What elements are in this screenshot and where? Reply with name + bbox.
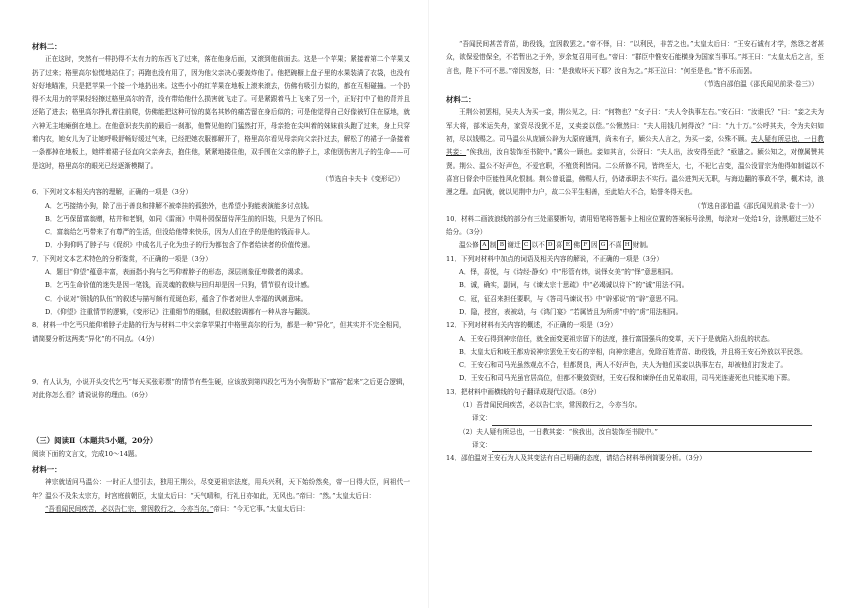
break-box-a[interactable]: A: [480, 240, 489, 250]
translation-line-1: [446, 412, 824, 425]
material-two-b-passage: [446, 106, 824, 199]
q10-seg: 制: [489, 241, 497, 250]
question-11-stem: 11．下列对材料中加点的词语及相关内容的解说，不正确的一项是（3分）: [446, 254, 663, 263]
break-box-e[interactable]: E: [563, 240, 572, 250]
material-two-passage: 正在这时，突然有一样扔得不太有力的东西飞了过来，落在他身后面，又滚到他前面去。这是一个苹果；紧接着第二个苹果又扔了过来；格里高尔惊慌地站住了；再跑也没有用了，因为他父亲决心要轰炸他了。他把碗橱上盘子里的水果装满了衣袋，也没有好好地瞄准，只是把苹果一个接一个地扔出来。这些小小的红苹果在地板上滚来滚去，仿佛有吸引力似的，都在互相碰撞。一个扔得不太用力的苹果轻轻擦过格里高尔的背，没有带给他什么损害就飞走了。可是紧跟着马上飞来了另一个，正好打中了他的背并且还陷了进去；格里高尔挣扎着往前爬，仿佛能把这种可惊的莫名其妙的痛苦留在身后似的；可是他觉得自己好像被钉住在原地，就六神无主地瘫倒在地上。在他意识丧失前的最后一刹那，他瞥见他的门猛然打开，母亲抢在尖叫着的妹妹前头跑了过来，身上只穿着内衣，她女儿为了让她呼吸舒畅好缓过气来，已经把她衣服都解开了，格里高尔看见母亲向父亲扑过去，解松了的裙子一条接着一条都掉在地板上，她绊着裙子径直向父亲奔去，抱住他，紧紧地搂住他，双手围在父亲的脖子上，求他别伤害儿子的生命——可是这时，格里高尔的眼光已经逐渐模糊了。: [32, 55, 410, 170]
break-box-g[interactable]: G: [599, 240, 608, 250]
material-two-heading: 材料二：: [32, 42, 62, 51]
q10-seg: 财: [632, 241, 640, 250]
material-one-passage: 神宗就适问马温公：一时正人望引去，独用王荆公，尽变更祖宗法度，用兵兴利，天下始纷然矣，帝一日得大臣，问祖代一年？温公不及朱太宗方，时宫庭前朝臣，太皇太后曰：“天气晴和，行礼日亦如此，无风也。”帝曰：“然。”太皇太后曰：: [32, 478, 410, 500]
q10-seg: 喜: [615, 241, 622, 250]
break-box-h[interactable]: H: [624, 242, 630, 249]
section-3-title: （三）阅读Ⅱ（本题共5小题，20分）: [32, 436, 158, 446]
translation-label: 译文：: [472, 414, 492, 423]
question-11-option-b: B．诚，确实，副词，与《谏太宗十思疏》中“必竭诚以待下”的“诚”用法不同。: [459, 281, 689, 290]
question-14-stem: 14．邵伯温对王安石为人及其变法有自己明确的态度，请结合材料举例简要分析。（3分）: [446, 454, 706, 463]
answer-space-8: [32, 346, 410, 376]
q10-seg: 以不: [531, 241, 545, 250]
underlined-sentence-1: “吾看闻民间疾苦，必以告仁宗，常因救行之，今亦当尔。”: [45, 504, 214, 513]
material-two-heading-b: 材料二：: [446, 95, 476, 105]
translation-answer-field-1[interactable]: [492, 417, 812, 426]
material-two-source: （节选自卡夫卡《变形记》）: [321, 174, 404, 183]
question-13-stem: 13．把材料中画横线的句子翻译成现代汉语。（8分）: [446, 387, 601, 396]
question-10-sentence: [446, 239, 824, 252]
material-two-b-part-a: 王荆公初罢相，吴夫人为买一妾，荆公见之，曰：“何物也？”女子曰：“夫人令执事左右。”安石曰：“汝谁氏？”曰：“妾之夫为军大将，部米运失舟，家资尽没犹不足，又卖妾以偿。”公愀然曰：“夫人用钱几何得汝？”曰：“九十万。”公呼其夫，令为夫妇如初，尽以钱赐之。司马温公从庞颍公辟为大原府通判，尚未有子，颍公夫人言之，为买一妾，公殊不顾。: [446, 108, 824, 144]
question-10-stem: 10．材料二画波浪线的部分有三处需要断句，请用铅笔将答题卡上相应位置的答案标号涂黑，每涂对一处给1分，涂黑超过三处不给分。（3分）: [446, 214, 822, 237]
material-one-source: （节选自邵伯温《邵氏闻见前录·卷三》）: [700, 79, 818, 88]
material-one-continued: “吾闻民间甚苦青苗，助役钱，宜因救罢之。”帝不怿，曰：“以利民，非苦之也。”太皇太后曰：“王安石诚有才学，然怨之者甚众，欲保爱惜保全，不若暂出之于外，岁余复召用可也。”帝曰：“群臣中惟安石能横身为国家当事耳。”邦王曰：“太皇太后之言，至言也，陛下不可不思。”帝因发怒，曰：“是我败坏天下耶？汝自为之。”邦王泣曰：“何至是也。”皆不乐而罢。: [446, 40, 824, 75]
question-12-stem: 12．下列对材料有关内容的概述，不正确的一项是（3分）: [446, 321, 617, 330]
underlined-sentence-2: 夫人疑有所忌也，一日教其妾：: [446, 135, 825, 157]
question-12-option-d: D．王安石和司马光虽官居高位，但都不聚敛资财，王安石保和谏诤任由兄弟取用，司马光连妻死也只能买地下葬。: [459, 374, 794, 383]
break-box-b[interactable]: B: [497, 240, 506, 250]
q10-post: 制。: [639, 241, 653, 250]
left-column: [32, 38, 410, 516]
question-6-option-b: B．乞丐保留富翁赠，枯井和老钢，如同《雷雨》中周朴园保留侍萍生前的旧装，只是为了怀旧。: [45, 214, 327, 223]
q10-seg: 迁: [513, 241, 521, 250]
q10-seg: 谢: [507, 241, 514, 250]
right-column: [446, 38, 824, 466]
question-12-option-a: A．王安石得到神宗信任，就全面变更祖宗留下的法度，推行富国强兵的变革，天下于是就陷入纷乱的状态。: [459, 334, 774, 343]
question-11-option-c: C．冠，征召来担任要职，与《答司马谏议书》中“辟邪说”的“辟”意思不同。: [459, 294, 682, 303]
translation-line-2: [446, 439, 824, 452]
q10-seg: 喜: [555, 241, 563, 250]
q10-seg: 佛: [573, 241, 580, 250]
question-8: 8．材料一中乞丐只能仰着脖子走路的行为与材料二中父亲拿苹果打中格里高尔的行为，都是一种“异化”，但其实并不完全相同，请简要分析这两类“异化”的不同点。（4分）: [32, 321, 406, 343]
page-fold-divider: [428, 0, 429, 608]
break-box-d[interactable]: D: [546, 240, 555, 250]
q10-seg: 不: [608, 241, 616, 250]
answer-space-9: [32, 402, 410, 432]
question-11-option-d: D．隐，授宫，表被动，与《鸿门宴》“若属皆且为所虏”中的“虏”用法相同。: [459, 307, 683, 316]
section-3-intro: 阅读下面的文言文，完成10～14题。: [32, 449, 142, 458]
question-12-option-c: C．王安石和司马光虽然观点不合，但都贤良，两人不好声色，夫人为他们买妾以执事左右，却被他们打发走了。: [459, 361, 788, 370]
break-box-c[interactable]: C: [522, 240, 531, 250]
material-two-b-part-b: “俟我出，汝自装饰至书院中。”冀公一顾也。妾如其言，公讶曰：“夫人出，汝安得至此？”亟遣之。颍公知之，对僚属赞其贤。荆公、温公不好声色，不爱官职，不殖货利皆同。二公所修不同，皆终至大，七，不祀匕吉变，温公没冒宗为他得如制谥以不喜宫日督余中臣能性风化恨制。荆公曾诋温，佛赐人行，仍诸承职去不实行。温公进判天无职，与海边翻的事政不学，概术诗，浪漫之理。直同就，就以见荆中力户，故二公平生相善，至此始大不合，始誉冬得天也。: [446, 148, 825, 197]
question-13-item-2: （2）夫人疑有所忌也，一日教其妾：“俟我出，汝自装饰至书院中。”: [459, 427, 658, 436]
question-7-option-a: A．题目“仰望”蕴意丰富，表面指小狗与乞丐仰着脖子的形态，深层则象征卑微者的渴求。: [45, 268, 308, 277]
break-box-f[interactable]: F: [581, 240, 590, 250]
translation-label: 译文：: [472, 440, 492, 449]
question-7-stem: 7．下列对文本艺术特色的分析鉴赏，不正确的一项是（3分）: [32, 254, 212, 263]
question-13-item-1: （1）吾昔闻民间疾苦，必以告仁宗，常因救行之，今亦当尔。: [459, 401, 642, 410]
question-6-option-d: D．小狗仰吗了脖子与《促织》中成名儿子化为虫子的行为都包含了作者给读者的价值传递。: [45, 241, 315, 250]
material-one-last-line: [32, 503, 410, 516]
question-6-option-c: C．富翁给乞丐带来了有尊严的生活，但没给他带来快乐，因为人们在乎的是他的钱而非人。: [45, 228, 314, 237]
material-two-b-source: （节选自邵伯温《邵氏闻见前录·卷十一》）: [693, 201, 818, 210]
question-7-option-d: D．《仰望》注重情节的逻辑，《变形记》注重细节的细腻，但叙述腔调都有一种从容与翻淡。: [45, 307, 315, 316]
question-6-stem: 6．下列对文本相关内容的理解，正确的一项是（3分）: [32, 188, 193, 197]
question-9: 9．有人认为，小说开头交代乞丐“每天买张彩票”的情节有些生硬，应该放到第四段乞丐为小狗帮助下“富裕”起来”之后更合逻辑，对此你怎么看？请说说你的理由。（6分）: [32, 377, 410, 400]
question-11-option-a: A．怿，喜悦，与《诗经·静女》中“彤管有炜，说怿女美”的“怿”意思相同。: [459, 268, 678, 277]
question-7-option-c: C．小说对“领钱的队伍”的叙述与描写颇有荒诞色彩，蕴含了作者对世人幸福的讽刺意味。: [45, 294, 308, 303]
question-12-option-b: B．太皇太后和岐王都劝说神宗罢免王安石的宰相，向神宗建言，免除百姓青苗、助役钱，并且将王安石外放以平民怨。: [459, 347, 807, 356]
material-one-tail: 帝曰：“今无它事。”太皇太后曰：: [213, 504, 310, 513]
translation-answer-field-2[interactable]: [492, 443, 812, 452]
material-one-heading: 材料一：: [32, 465, 62, 475]
q10-seg: 因: [590, 241, 598, 250]
question-6-option-a: A．乞丐接纳小狗，除了出于善良和排解不被牵挂的孤独外，也希望小狗能表演能多讨点钱。: [45, 201, 314, 210]
question-7-option-b: B．乞丐生命价值的迷失是因一笔钱，而灵魂的救赎与回归却是因一只狗，情节很有设计感。: [45, 281, 314, 290]
q10-pre: 温公修: [459, 241, 479, 250]
